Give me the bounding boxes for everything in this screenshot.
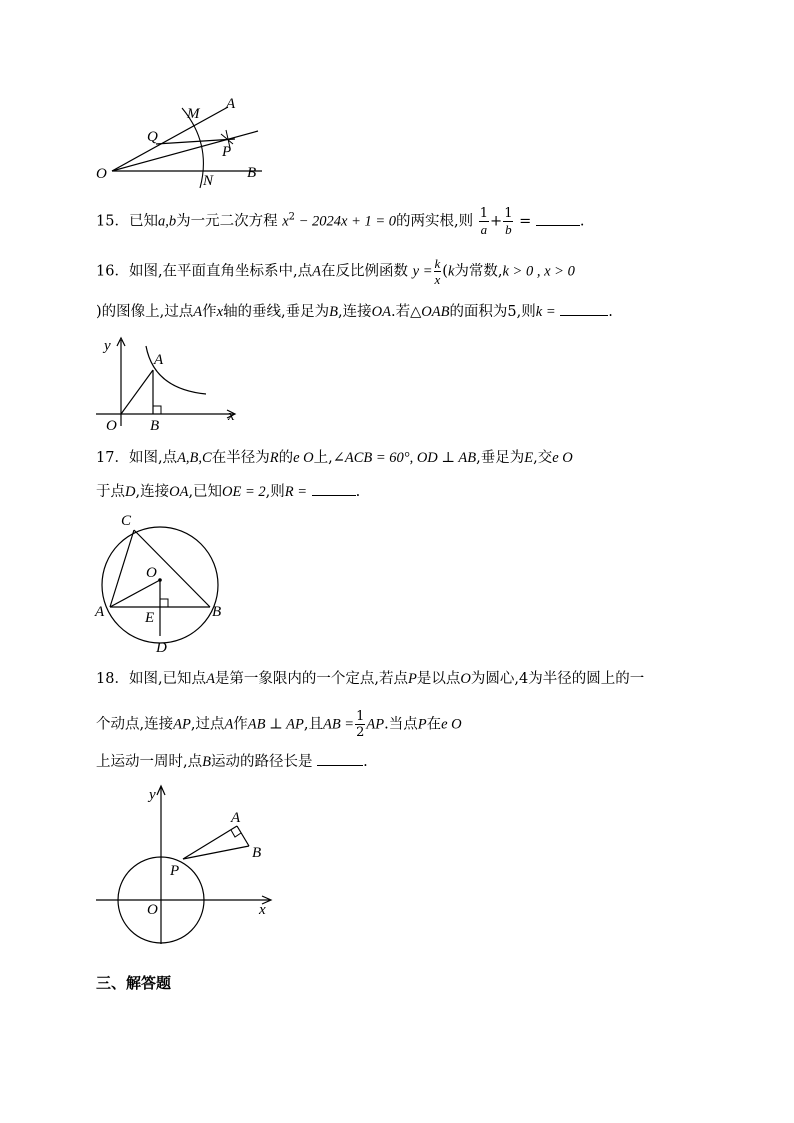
figure-angle-bisector bbox=[90, 92, 270, 192]
label-P: P bbox=[170, 863, 180, 879]
label-x: x bbox=[228, 408, 235, 424]
question-17-line-2: 于点D,连接OA,已知OE = 2,则R = . bbox=[96, 481, 360, 502]
center-point-O bbox=[158, 578, 162, 582]
right-angle-mark bbox=[160, 599, 168, 607]
label-x: x bbox=[259, 902, 266, 918]
ray-OA bbox=[112, 107, 228, 171]
answer-blank-16[interactable] bbox=[560, 301, 608, 316]
label-Q: Q bbox=[147, 129, 158, 145]
right-angle-mark bbox=[153, 406, 161, 414]
label-y: y bbox=[149, 787, 156, 803]
label-A: A bbox=[154, 352, 164, 368]
question-18-line-2: 个动点,连接AP,过点A作AB ⊥ AP,且AB = $\frac{1}{2}$ AP.当点P在e O bbox=[96, 709, 462, 740]
label-B: B bbox=[252, 845, 262, 861]
ray-OP bbox=[112, 131, 258, 171]
label-C: C bbox=[121, 513, 132, 529]
segment-OA bbox=[121, 370, 153, 414]
answer-blank-17[interactable] bbox=[312, 481, 356, 496]
figure-circle-coordinate bbox=[94, 782, 284, 952]
segment-AB bbox=[237, 826, 249, 846]
label-y: y bbox=[104, 338, 111, 354]
label-A: A bbox=[226, 96, 236, 112]
question-17-line-1: 17．如图,点A,B,C在半径为R的e O上,∠ACB = 60°, OD ⊥ AB,垂足为E,交e O bbox=[96, 450, 573, 466]
label-O: O bbox=[147, 902, 158, 918]
label-B: B bbox=[150, 418, 160, 434]
label-B: B bbox=[212, 604, 222, 620]
answer-blank-18[interactable] bbox=[317, 751, 363, 766]
section-heading: 三、解答题 bbox=[96, 974, 172, 992]
label-O: O bbox=[96, 166, 107, 182]
label-D: D bbox=[156, 640, 167, 656]
label-A: A bbox=[231, 810, 241, 826]
label-O: O bbox=[106, 418, 117, 434]
figure-inverse-function bbox=[94, 334, 244, 434]
label-A: A bbox=[95, 604, 105, 620]
answer-blank-15[interactable] bbox=[536, 211, 580, 226]
figure-circle-triangle bbox=[92, 508, 232, 658]
question-15: 15．已知a,b为一元二次方程 $x^2 - 2024x + 1 = 0$的两实根,则 $\frac{1}{a}$ + $\frac{1}{b}$ = . bbox=[96, 206, 585, 237]
label-M: M bbox=[187, 106, 200, 122]
label-O: O bbox=[146, 565, 157, 581]
question-16-line-1: 16．如图,在平面直角坐标系中,点A在反比例函数 y = $\frac{k}{x}$ (k为常数,k > 0 , x > 0 bbox=[96, 256, 575, 287]
label-B: B bbox=[247, 165, 257, 181]
label-N: N bbox=[203, 173, 214, 189]
question-18-line-1: 18．如图,已知点A是第一象限内的一个定点,若点P是以点O为圆心,4为半径的圆上的一 bbox=[96, 671, 645, 687]
fraction-1-over-b: $\frac{1}{b}$ bbox=[504, 206, 513, 237]
fraction-1-over-a: $\frac{1}{a}$ bbox=[479, 206, 489, 237]
fraction-1-over-2: $\frac{1}{2}$ bbox=[356, 709, 365, 740]
fraction-k-over-x: $\frac{k}{x}$ bbox=[434, 256, 441, 287]
label-P: P bbox=[222, 144, 232, 160]
question-18-line-3: 上运动一周时,点B运动的路径长是 . bbox=[96, 751, 368, 772]
question-16-line-2: )的图像上,过点A作x轴的垂线,垂足为B,连接OA.若△OAB的面积为5,则k = . bbox=[96, 301, 613, 322]
label-E: E bbox=[145, 610, 155, 626]
